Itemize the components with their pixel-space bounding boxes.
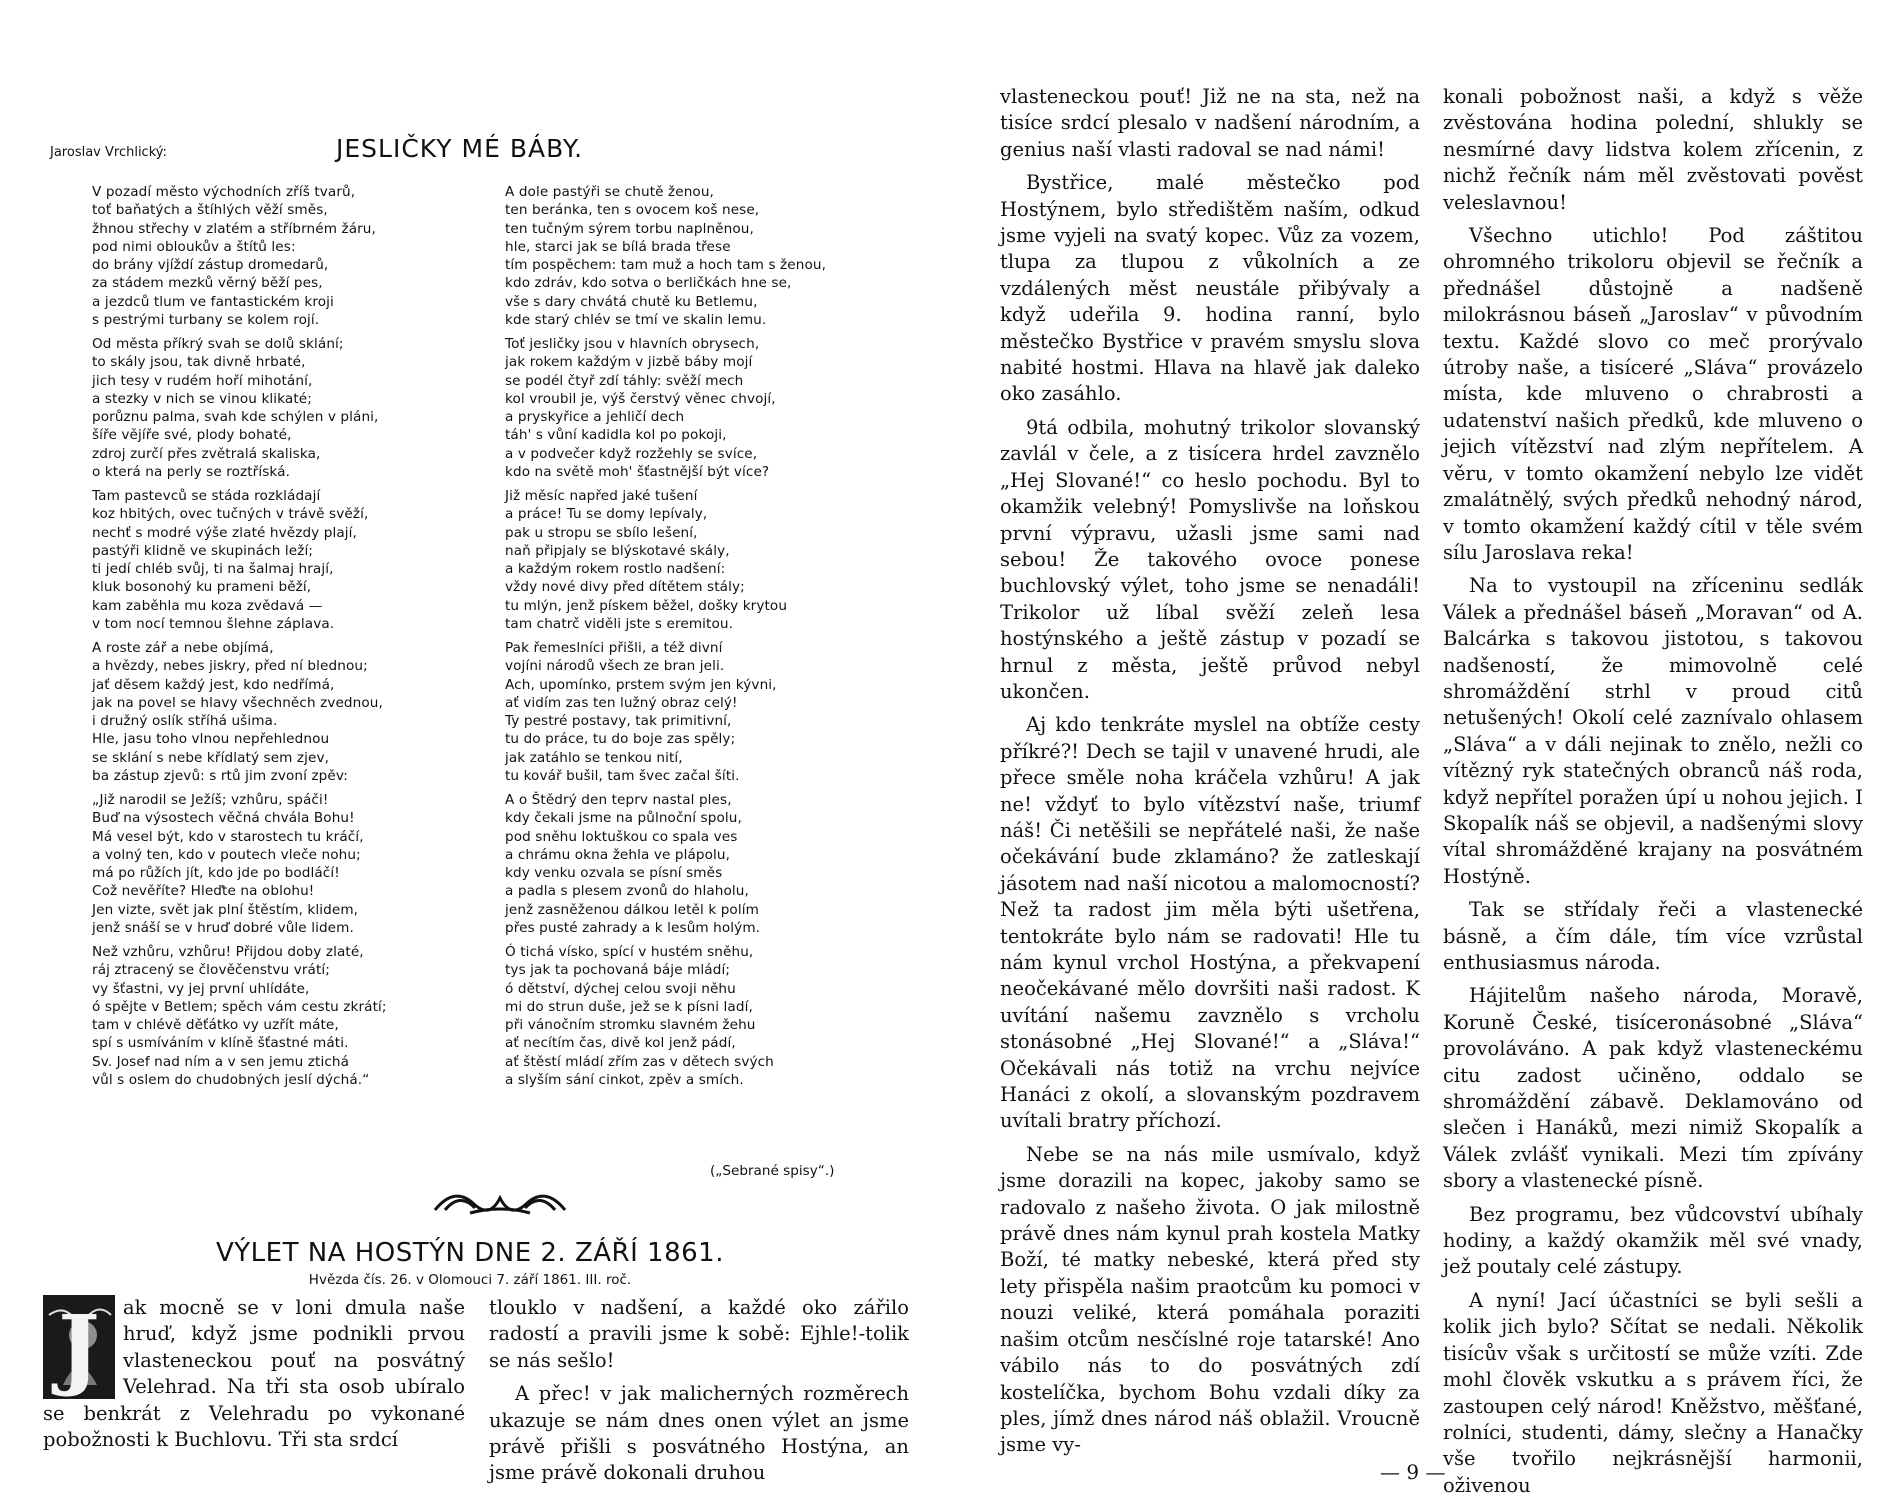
poem-line: jak zatáhlo se tenkou nití,: [505, 749, 683, 766]
poem-line: v tom nocí temnou šlehne záplava.: [92, 615, 335, 632]
paragraph: Všechno utichlo! Pod záštitou ohromného trikoloru objevil se řečník a přednášel důstojně a nadšeně milokrásnou báseň „Jaroslav“ v původním textu. Každé slovo co meč prorývalo útroby naše, a tisíceré „Sláva“ provázelo místa, kde mluveno o chrabrosti a udatenství našich předků, kde mluveno o jejich vítězství nad zlým nepřítelem. A věru, v tomto okamžení nebylo lze vidět zmalátnělý, svých předků nehodný národ, v tomto okamžení každý cítil v těle svém sílu Jaroslava reka!: [1443, 224, 1863, 564]
paragraph: Hájitelům našeho národa, Moravě, Koruně České, tisíceronásobné „Sláva“ provoláváno. A pak když vlasteneckému citu zadost učiněno, oddalo se shromáždění zábavě. Deklamováno od slečen i Hanáků, mezi nimiž Skopalík a Válek zvlášť vynikali. Mezi tím zpívány sbory a vlastenecké písně.: [1443, 984, 1863, 1193]
poem-line: A roste zář a nebe objímá,: [92, 640, 274, 656]
poem-line: Sv. Josef nad ním a v sen jemu ztichá: [92, 1053, 350, 1070]
poem-line: kdy čekali jsme na půlnoční spolu,: [505, 810, 742, 827]
poem-right-column: [505, 183, 925, 1095]
poem-line: kam zaběhla mu koza zvědavá —: [92, 597, 323, 614]
poem-line: vy šťastni, vy jej první uhlídáte,: [92, 980, 310, 997]
poem-line: vojíni národů všech ze bran jeli.: [505, 658, 725, 675]
poem-line: a jezdců tlum ve fantastickém kroji: [92, 293, 334, 310]
poem-stanza: [92, 487, 492, 633]
poem-line: nechť s modré výše zlaté hvězdy plají,: [92, 524, 357, 541]
poem-line: Ach, upomínko, prstem svým jen kývni,: [505, 676, 777, 693]
poem-stanza: [92, 183, 492, 329]
poem-line: má po růžích jít, kdo jde po bodláčí!: [92, 865, 340, 881]
poem-left-column: [92, 183, 492, 1095]
article-column-2: [489, 1295, 909, 1494]
poem-stanza: [505, 183, 925, 329]
paragraph: tlouklo v nadšení, a každé oko zářilo radostí a pravili jsme k sobě: Ejhle!-tolik se nás sešlo!: [489, 1296, 909, 1372]
poem-stanza: [92, 943, 492, 1089]
poem-line: a pryskyřice a jehličí dech: [505, 409, 685, 425]
ornament-icon: [430, 1180, 570, 1220]
poem-stanza: [92, 639, 492, 785]
poem-line: s pestrými turbany se kolem rojí.: [92, 311, 320, 328]
paragraph: Tak se střídaly řeči a vlastenecké básně, a čím dále, tím více vzrůstal enthusiasmus národa.: [1443, 898, 1863, 974]
poem-line: a slyším sání cinkot, zpěv a smích.: [505, 1071, 744, 1088]
paragraph: 9tá odbila, mohutný trikolor slovanský zavlál v čele, a z tisícera hrdel zavznělo „Hej Slované!“ co heslo pochodu. Byl to okamžik velebný! Pomyslivše na loňskou první výpravu, užasli jsme sami nad sebou! Že takového ovoce ponese buchlovský výlet, toho jsme se nenadáli! Trikolor už líbal svěží zeleň lesa hostýnského a ještě zástup v pozadí se hrnul z města, ještě průvod nebyl ukončen.: [1000, 415, 1420, 703]
poem-line: Od města příkrý svah se dolů sklání;: [92, 336, 344, 352]
poem-line: se sklání s nebe křídlatý sem zjev,: [92, 749, 330, 766]
poem-line: naň připjaly se blýskotavé skály,: [505, 542, 730, 559]
paragraph: A přec! v jak malicherných rozměrech ukazuje se nám dnes onen výlet an jsme právě přišli s posvátného Hostýna, an jsme právě dokonali druhou: [489, 1382, 909, 1485]
paragraph: Bystřice, malé městečko pod Hostýnem, bylo středištěm naším, odkud jsme vyjeli na svatý kopec. Vůz za vozem, tlupa za tlupou z vůkolních a ze vzdálených měst neustále přibývaly a když udeřila 9. hodina ranní, bylo městečko Bystřice v pravém smyslu slova nabité hostmi. Hlava na hlavě jak daleko oko zasáhlo.: [1000, 171, 1420, 406]
poem-line: kol vroubil je, výš čerstvý věnec chvojí,: [505, 390, 776, 407]
poem-title: JESLIČKY MÉ BÁBY.: [336, 134, 584, 163]
poem-line: Toť jesličky jsou v hlavních obrysech,: [505, 336, 760, 352]
paragraph: Aj kdo tenkráte myslel na obtíže cesty příkré?! Dech se tajil v unavené hrudi, ale přece směle noha kráčela vzhůru! A jak ne! vždyť to bylo vítězství naše, triumf náš! Či netěšili se nepřátelé naši, že naše očekávání bude zklamáno? že zatleskají jásotem nad naší nicotou a malomocností? Než ta radost jim měla býti ušetřena, tentokráte bylo nám se radovati! Hle tu nám kynul vrchol Hostýna, a překvapení neočekávané mělo dovršiti naši radost. K uvítání našemu zavznělo s vrcholu stonásobné „Hej Slované!“ a „Sláva!“ Očekávali nás totiž na vrchu nejvíce Hanáci z okolí, a slovanským pozdravem uvítali bratry příchozí.: [1000, 713, 1420, 1133]
poem-line: Buď na výsostech věčná chvála Bohu!: [92, 810, 355, 827]
poem-line: ba zástup zjevů: s rtů jim zvoní zpěv:: [92, 767, 348, 784]
poem-line: tu mlýn, jenž pískem běžel, došky krytou: [505, 597, 788, 614]
poem-line: jať děsem každý jest, kdo nedřímá,: [92, 676, 335, 693]
poem-line: Ó tichá vísko, spící v hustém sněhu,: [505, 944, 754, 960]
poem-line: a práce! Tu se domy lepívaly,: [505, 506, 708, 523]
paragraph: vlasteneckou pouť! Již ne na sta, než na tisíce srdcí plesalo v nadšení národním, a genius naší vlasti radoval se nad námi!: [1000, 85, 1420, 161]
poem-line: tam v chlévě děťátko vy uzřít máte,: [92, 1017, 339, 1033]
poem-line: Hle, jasu toho vlnou nepřehlednou: [92, 731, 330, 748]
poem-author: Jaroslav Vrchlický:: [50, 145, 167, 160]
poem-line: přes pusté zahrady a k lesům holým.: [505, 919, 761, 936]
poem-stanza: [92, 335, 492, 481]
poem-line: Což nevěříte? Hleďte na oblohu!: [92, 883, 315, 900]
poem-line: se podél čtyř zdí táhly: svěží mech: [505, 372, 744, 389]
poem-line: ó dětství, dýchej celou svoji něhu: [505, 980, 736, 997]
poem-line: a stezky v nich se vinou klikaté;: [92, 390, 312, 407]
poem-line: vůl s oslem do chudobných jeslí dýchá.“: [92, 1071, 370, 1088]
poem-line: kdo na světě moh' šťastnější být více?: [505, 463, 770, 480]
poem-line: koz hbitých, ovec tučných v trávě svěží,: [92, 506, 369, 523]
article-column-4: [1443, 84, 1863, 1506]
article-subtitle: Hvězda čís. 26. v Olomouci 7. září 1861. III. roč.: [308, 1272, 632, 1288]
poem-line: ať necítím čas, divě kol jenž pádí,: [505, 1035, 736, 1052]
poem-line: a v podvečer když rozžehly se svíce,: [505, 445, 758, 462]
poem-stanza: [505, 335, 925, 481]
poem-line: Jen vizte, svět jak plní štěstím, klidem,: [92, 901, 359, 918]
poem-line: táh' s vůní kadidla kol po pokoji,: [505, 427, 727, 444]
poem-line: kluk bosonohý ku prameni běží,: [92, 579, 312, 596]
poem-line: a hvězdy, nebes jiskry, před ní blednou;: [92, 658, 368, 675]
poem-line: a každým rokem rostlo nadšení:: [505, 561, 726, 577]
poem-line: pastýři klidně ve skupinách leží;: [92, 542, 314, 559]
poem-line: o která na perly se roztříská.: [92, 463, 291, 480]
poem-line: zdroj zurčí přes zvětralá skaliska,: [92, 445, 321, 462]
poem-line: Má vesel být, kdo v starostech tu kráčí,: [92, 828, 364, 845]
poem-line: kdy venku ozvala se písní směs: [505, 865, 723, 881]
poem-line: V pozadí město východních zříš tvarů,: [92, 184, 356, 200]
poem-line: a padla s plesem zvonů do hlaholu,: [505, 883, 749, 900]
poem-line: jenž zasněženou dálkou letěl k polím: [505, 901, 759, 918]
ornament-divider: [430, 1180, 570, 1220]
dropcap-letter: J: [58, 1295, 100, 1399]
poem-line: ti jedí chléb svůj, ti na šalmaj hrají,: [92, 561, 334, 577]
poem-line: Tam pastevců se stáda rozkládají: [92, 488, 321, 504]
poem-line: pod nimi obloukův a štítů les:: [92, 238, 296, 255]
poem-line: jich tesy v rudém hoří mihotání,: [92, 372, 313, 389]
poem-source: („Sebrané spisy“.): [710, 1163, 835, 1179]
poem-line: kde starý chlév se tmí ve skalin lemu.: [505, 311, 767, 328]
poem-line: žhnou střechy v zlatém a stříbrném žáru,: [92, 220, 376, 237]
poem-line: tím pospěchem: tam muž a hoch tam s ženou,: [505, 257, 827, 273]
poem-line: ať vidím zas ten lužný obraz celý!: [505, 694, 738, 711]
article-title: VÝLET NA HOSTÝN DNE 2. ZÁŘÍ 1861.: [216, 1238, 724, 1268]
poem-line: i družný oslík stříhá ušima.: [92, 713, 278, 729]
poem-line: tam chatrč viděli jste s eremitou.: [505, 615, 734, 632]
poem-stanza: [92, 791, 492, 937]
poem-line: ať štěstí mládí zřím zas v dětech svých: [505, 1053, 774, 1070]
paragraph: A nyní! Jací účastníci se byli sešli a kolik jich bylo? Sčítat se nedali. Několik tisícův však s určitostí se může vzíti. Zde mohl člověk vskutku a s právem říci, že zastoupen celý národ! Kněžstvo, měšťané, rolníci, studenti, dámy, slečny a Hanačky vše tvořilo nejkrásnější harmonii, oživenou: [1443, 1288, 1863, 1497]
poem-stanza: [505, 791, 925, 937]
poem-line: Než vzhůru, vzhůru! Přijdou doby zlaté,: [92, 944, 364, 960]
paragraph: ak mocně se v loni dmula naše hruď, když jsme podnikli prvou vlasteneckou pouť na posvátný Velehrad. Na tři sta osob ubíralo se benkrát z Velehradu po vykonané pobožnosti k Buchlovu. Tři sta srdcí: [43, 1296, 465, 1452]
poem-line: jak na povel se hlavy všechněch zvednou,: [92, 694, 383, 711]
poem-line: „Již narodil se Ježíš; vzhůru, spáči!: [92, 792, 329, 808]
poem-line: za stádem mezků věrný běží pes,: [92, 275, 323, 292]
poem-line: kdo zdráv, kdo sotva o berličkách hne se,: [505, 275, 792, 292]
paragraph: konali pobožnost naši, a když s věže zvěstována hodina polední, shlukly se nesmírné davy lidstva kolem zřícenin, z nichž řečník nám měl zvěstovati pověst veleslavnou!: [1443, 85, 1863, 214]
poem-line: Již měsíc napřed jaké tušení: [505, 488, 698, 504]
article-column-3: [1000, 84, 1420, 1466]
poem-line: spí s usmíváním v klíně šťastné máti.: [92, 1035, 349, 1052]
poem-line: do brány vjíždí zástup dromedarů,: [92, 257, 329, 273]
paragraph: Nebe se na nás mile usmívalo, když jsme dorazili na kopec, jakoby samo se radovalo z našeho života. O jak milostně právě dnes nám kynul prah kostela Matky Boží, té matky nebeské, která před sty lety přispěla našim praotcům ku pomoci v nouzi veliké, která pomáhala poraziti našim otcům nesčíslné roje tatarské! Ano vábilo nás to do posvátných zdí kostelíčka, bychom Bohu vzdali díky za ples, jímž dnes národ náš oblažil. Vroucně jsme vy-: [1000, 1142, 1420, 1457]
page-number: — 9 —: [1380, 1460, 1446, 1484]
poem-line: ten beránka, ten s ovocem koš nese,: [505, 202, 760, 219]
poem-line: to skály jsou, tak divně hrbaté,: [92, 354, 306, 371]
poem-line: jenž snáší se v hruď dobré vůle lidem.: [92, 919, 354, 936]
poem-line: toť baňatých a štíhlých věží směs,: [92, 202, 328, 219]
poem-line: ten tučným sýrem torbu naplněnou,: [505, 220, 754, 237]
poem-line: jak rokem každým v jizbě báby mojí: [505, 354, 753, 371]
paragraph: Na to vystoupil na zříceninu sedlák Válek a přednášel báseň „Moravan“ od A. Balcárka s takovou jistotou, s takovou nadšeností, že mimovolně celé shromáždění strhl v proud citů netušených! Okolí celé zaznívalo ohlasem „Sláva“ a v dáli nejinak to znělo, nežli co vítězný ryk statečných obranců náš roda, když nepřítel poražen úpí u nohou jejich. I Skopalík náš se objevil, a nadšenými slovy vítal shromážděné krajany na posvátném Hostýně.: [1443, 574, 1863, 888]
poem-line: ráj ztracený se člověčenstvu vrátí;: [92, 962, 330, 979]
poem-line: ó spějte v Betlem; spěch vám cestu zkrátí;: [92, 998, 387, 1015]
poem-line: tu do práce, tu do boje zas spěly;: [505, 731, 736, 748]
poem-line: A o Štědrý den teprv nastal ples,: [505, 792, 732, 808]
poem-line: A dole pastýři se chutě ženou,: [505, 184, 714, 200]
poem-line: a volný ten, kdo v poutech vleče nohu;: [92, 846, 361, 863]
poem-line: tys jak ta pochovaná báje mládí;: [505, 962, 731, 979]
paragraph: Bez programu, bez vůdcovství ubíhaly hodiny, a každý okamžik měl své vnady, jež poutaly celé zástupy.: [1443, 1202, 1863, 1279]
poem-line: vždy nové divy před dítětem stály;: [505, 579, 745, 596]
dropcap-spacer: [43, 1295, 123, 1399]
poem-line: šíře vějíře své, plody bohaté,: [92, 427, 292, 444]
poem-stanza: [505, 943, 925, 1089]
article-column-1: [43, 1295, 465, 1460]
poem-line: Ty pestré postavy, tak primitivní,: [505, 713, 732, 729]
poem-line: Pak řemeslníci přišli, a též divní: [505, 640, 723, 656]
poem-line: při vánočním stromku slavném žehu: [505, 1017, 756, 1033]
poem-stanza: [505, 639, 925, 785]
poem-line: mi do strun duše, jež se k písni ladí,: [505, 998, 753, 1015]
poem-line: a chrámu okna žehla ve plápolu,: [505, 846, 731, 863]
poem-line: porůznu palma, svah kde schýlen v pláni,: [92, 409, 379, 425]
poem-line: pod sněhu loktuškou co spala ves: [505, 828, 738, 845]
poem-line: pak u stropu se sbílo lešení,: [505, 524, 698, 541]
poem-line: tu kovář bušil, tam švec začal šíti.: [505, 767, 740, 784]
poem-line: hle, starci jak se bílá brada třese: [505, 238, 731, 255]
poem-stanza: [505, 487, 925, 633]
poem-line: vše s dary chvátá chutě ku Betlemu,: [505, 293, 758, 310]
